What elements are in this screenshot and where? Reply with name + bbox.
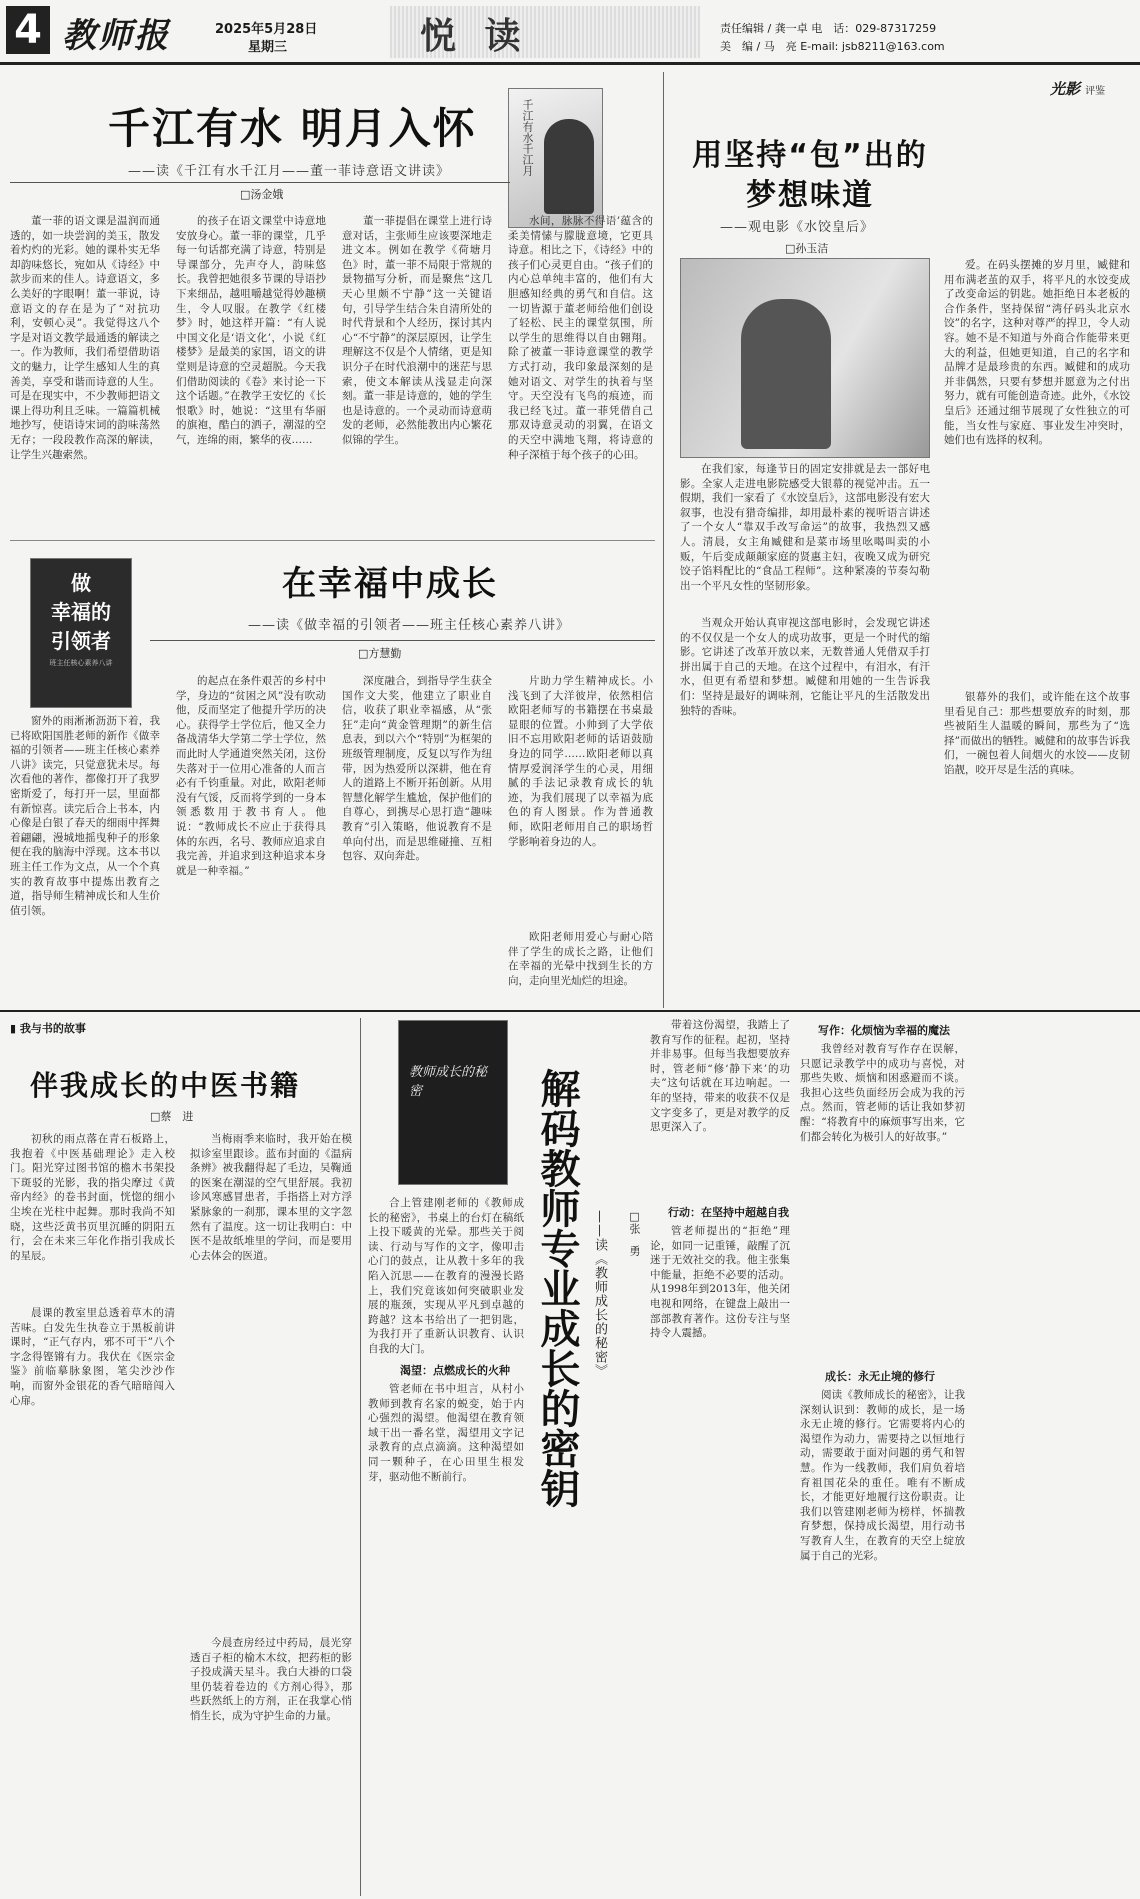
article4-col1: 初秋的雨点落在青石板路上，我抱着《中医基础理论》走入校门。阳光穿过图书馆的檐木书架投下斑驳的光影，我的指尖摩过《黄帝内经》的卷书封面，恍惚的细小尘埃在光柱中起舞。那时我尚不知晓，这些泛黄书页里沉睡的阴阳五行，会在未来三年化作指引我成长的星辰。 [10,1133,175,1262]
article5-author: □张 勇 [628,1210,641,1256]
badge-review: 评鉴 [1085,86,1106,97]
cover-word-2: 幸福的 [51,600,111,624]
article5-heading2: 行动：在坚持中超越自我 [668,1206,789,1219]
article5-heading4: 成长：永无止境的修行 [825,1370,935,1383]
masthead-divider [0,62,1140,65]
paper-name: 教师报 [62,16,170,56]
article4-author: □蔡 进 [150,1110,194,1123]
article5-book-cover [398,1020,508,1185]
article5-col3b: 阅读《教师成长的秘密》，让我深刻认识到：教师的成长，是一场永无止境的修行。它需要将内心的渴望作为动力，需要持之以恒地行动，需要敢于面对问题的勇气和智慧。作为一线教师，我们肩负着培育祖国花朵的重任。唯有不断成长，才能更好地履行这份职责。让我们以管建刚老师为榜样，怀揣教育梦想，保持成长渴望，用行动书写教育人生，在教育的天空上绽放属于自己的光彩。 [800,1389,965,1562]
book-cover-title: 千江有水千江月 [521,99,534,176]
article5-col1b: 管老师在书中坦言，从村小教师到教育名家的蜕变，始于内心强烈的渴望。他渴望在教育领域干出一番名堂，渴望用文字记录教育的点点滴滴。这种渴望如同一颗种子，在心田里生根发芽，驱动他不断前行。 [368,1383,524,1483]
article5-subtitle: ——读《教师成长的秘密》 [592,1210,607,1378]
article1-col3: 董一菲提倡在课堂上进行诗意对话，主张师生应该要深地走进文本。例如在教学《荷塘月色》时，董一菲不局限于常规的景物描写分析，而是聚焦“这几天心里颇不宁静”这一关键语句，引导学生结合朱自清所处的时代背景和个人经历，探讨其内心“不宁静”的深层原因，让学生理解这不仅是个人情绪，更是知识分子在时代浪潮中的迷茫与思索，使文本解读从浅显走向深刻。董一菲是诗意的，她的学生也是诗意的。一个灵动而诗意萌发的老师，必然能教出内心繁花似锦的学生。 [342,215,492,446]
still-figure [741,299,831,449]
article1-subtitle-line [10,182,510,183]
issue-date: 2025年5月28日 [215,22,318,37]
article3-top-line [10,540,655,541]
article1-col2: 的孩子在语文课堂中诗意地安放身心。董一菲的课堂，几乎每一句话都充满了诗意，特别是导课部分，先声夺人，韵味悠长。我曾把她很多节课的导语抄下来细品，越咀嚼越觉得妙趣横生，令人叹服。在教学《红楼梦》时，她这样开篇：“有人说中国文化是‘语文化’，小说《红楼梦》是最美的家国，语文的讲堂则是诗意的空灵超脱。今天我们借助阅读的《卷》来讨论一下这个话题。”在教学王安忆的《长恨歌》时，她说：“这里有华丽的旗袍，酷白的洒子，潮湿的空气，连绵的雨，繁华的夜…… [176,215,326,446]
book-cover-portrait [544,119,594,214]
article3-col4: 片助力学生精神成长。小浅飞到了大洋彼岸，依然相信欧阳老师写的书籍摆在书桌最显眼的位置。小帅到了大学依旧不忘用欧阳老师的话语鼓励身边的同学……欧阳老师以真情厚爱润泽学生的心灵，用细腻的手法记录教育成长的轨迹，为我们展现了以幸福为底色的育人图景。作为普通教师，欧阳老师用自己的职场哲学影响着身边的人。 [508,675,653,848]
lower-section-divider [0,1010,1140,1012]
article4-tag [10,1020,86,1036]
cover-subtitle: 班主任核心素养八讲 [49,659,113,667]
article5-title: 解码教师专业成长的密钥 [534,1068,580,1508]
article1-author: □汤金娥 [240,188,284,201]
article4-col1b: 晨课的教室里总透着草木的清苦味。白发先生执卷立于黑板前讲课时，“正气存内，邪不可干”八个字念得铿锵有力。我伏在《医宗金鉴》前临摹脉象图，笔尖沙沙作响，而窗外金银花的香气暗暗闯入心扉。 [10,1307,175,1407]
article1-col4: 水间，脉脉不得语’蕴含的柔美情愫与朦胧意境，它更具诗意。相比之下，《诗经》中的孩子们心灵更自由。“孩子们的内心总单纯丰富的，他们有大胆感知经典的勇气和自信。这一切皆源于董老师给他们创设了轻松、民主的课堂氛围，所以学生的思维得以自由翱翔。除了被董一菲诗意课堂的教学方式打动，我印象最深刻的是她对语文、对学生的执着与坚守。天空没有飞鸟的痕迹，而我已经飞过。董一菲凭借自己那双诗意灵动的羽翼，在语文的天空中满地飞翔，将诗意的种子深植于每个孩子的心田。 [508,215,653,461]
article3-col3: 深度融合，到指导学生获全国作文大奖，他建立了职业自信，收获了职业幸福感，从“张狂”走向“黄金管理期”的新生信息表，到以六个“特别”为框架的班级管理制度，反复以写作为纽带，因为热爱所以深耕，他在育人的道路上不断开拓创新。从用智慧化解学生尴尬，保护他们的自尊心，到携尽心思打造“趣味教育”引入策略，他说教育不是单向付出，而是思维碰撞、互相包容、双向奔赴。 [342,675,492,863]
editor-info: 责任编辑 / 龚一卓 电 话：029-87317259 [720,22,937,35]
article1-title: 千江有水 明月入怀 [108,104,477,153]
article2-col3: 当观众开始认真审视这部电影时，会发现它讲述的不仅仅是一个女人的成功故事，更是一个时代的缩影。它讲述了改革开放以来，无数普通人凭借双手打拼出属于自己的天地。在这个过程中，有泪水，有汗水，但更有希望和梦想。臧健和用她的一生告诉我们：坚持是最好的调味剂，它能让平凡的生活散发出独特的香味。 [680,617,930,717]
article2-film-still [680,258,930,458]
article2-title: 用坚持“包”出的梦想味道 [692,138,928,213]
article3-subtitle: ——读《做幸福的引领者——班主任核心素养八讲》 [248,618,571,633]
article4-col2b: 今晨查房经过中药局，晨光穿透百子柜的榆木木纹，把药柜的影子投成满天星斗。我白大褂的口袋里仍装着卷边的《方剂心得》，那些跃然纸上的方剂，正在我掌心悄悄生长，成为守护生命的力量。 [190,1637,352,1722]
article3-col2: 的起点在条件艰苦的乡村中学，身边的“贫困之风”没有吹动他，反而坚定了他提升学历的决心。获得学士学位后，他又全力备战清华大学第二学士学位，然而此时人学通道突然关闭，这份失落对于一位用心准备的人而言必有千钧重量。对此，欧阳老师没有气馁，反而将学到的一身本领悉数用于教书育人。他说：“教师成长不应止于获得具体的东西，名号、教师应追求自我完善，并追求到这种追求本身就是一种幸福。” [176,675,326,877]
column-divider-upper [663,72,664,1008]
article5-col2: 带着这份渴望，我踏上了教育写作的征程。起初，坚持并非易事。但每当我想要放弃时，管老师“修‘静下来’的功夫”这句话就在耳边响起。一年的坚持，带来的收获不仅是文字变多了，更是对教学的反思更深入了。 [650,1019,790,1134]
design-info: 美 编 / 马 亮 E-mail: jsb8211@163.com [720,40,945,53]
article5-col1: 合上管建刚老师的《教师成长的秘密》，书桌上的台灯在稿纸上投下暖黄的光晕。那些关于阅读、行动与写作的文字，像叩击心门的鼓点，让从教十多年的我陷入沉思——在教育的漫漫长路上，我们究竟该如何突破职业发展的瓶颈，实现从平凡到卓越的跨越？这本书给出了一把钥匙，为我打开了重新认识教育、认识自我的大门。 [368,1197,524,1355]
article2-col1: 在我们家，每逢节日的固定安排就是去一部好电影。全家人走进电影院感受大银幕的视觉冲击。五一假期，我们一家看了《水饺皇后》，这部电影没有宏大叙事，也没有猎奇编排，却用最朴素的视听语言讲述了一个女人“靠双手改写命运”的故事，我热烈又感人。清晨，女主角臧健和是菜市场里吆喝叫卖的小贩，午后变成颠颠家庭的贤惠主妇，夜晚又成为研究饺子馅料配比的“食品工程师”。这种紧凑的节奏勾勒出一个平凡女性的坚韧形象。 [680,463,930,592]
article5-heading1: 渴望：点燃成长的火种 [400,1364,510,1377]
article2-author: □孙玉洁 [785,242,829,255]
article1-col1: 董一菲的语文课是温润而通透的，如一块尝润的美玉，散发着灼灼的光彩。她的课朴实无华却韵味悠长，宛如从《诗经》中款步而来的佳人。诗意语文，多么美好的字眼啊！董一菲说，诗意语文的存在是为了“对抗功利，安顿心灵”。我觉得这八个字是对语文教学最通透的解读之一。作为教师，我们希望借助语文的魅力，让学生感知人生的真善美，享受和谐而诗意的人生。可是在现实中，不少教师把语文课上得功利且乏味。一篇篇机械地抄写，使语诗宋词的韵味荡然无存；一段段教作高深的解读，让学生兴趣索然。 [10,215,160,461]
issue-weekday: 星期三 [248,40,288,55]
article2-subtitle: ——观电影《水饺皇后》 [720,220,875,235]
article3-subtitle-line [150,640,655,641]
section-name: 悦 读 [420,15,529,57]
article4-tag-label: 我与书的故事 [19,1022,86,1035]
column-divider-lower [360,1018,361,1896]
article3-title: 在幸福中成长 [282,564,498,604]
article2-col4: 银幕外的我们，或许能在这个故事里看见自己：那些想要放弃的时刻，那些被陌生人温暖的瞬间，那些为了“选择”而做出的牺牲。臧健和的故事告诉我们，一碗包着人间烟火的水饺——皮韧馅靓，咬开尽是生活的真味。 [944,691,1130,776]
cover-word-3: 引领者 [51,629,111,653]
article4-col2: 当梅雨季来临时，我开始在模拟诊室里跟诊。蓝布封面的《温病条辨》被我翻得起了毛边，吴鞠通的医案在潮湿的空气里舒展。我初诊风寒感冒患者，手指搭上对方浮紧脉象的一刹那，课本里的文字忽然有了温度。这一切让我明白：中医不是故纸堆里的学问，而是要用心去体会的医道。 [190,1133,352,1262]
article3-col4-end: 欧阳老师用爱心与耐心陪伴了学生的成长之路，让他们在幸福的光晕中找到生长的方向，走向里光灿烂的坦途。 [508,931,653,987]
badge-light: 光影 [1050,80,1081,98]
page-number: 4 [6,6,50,54]
cover-word-1: 做 [71,571,91,595]
article4-title: 伴我成长的中医书籍 [30,1069,301,1102]
article5-col2b: 管老师提出的“拒绝”理论，如同一记重锤，敲醒了沉迷于无效社交的我。他主张集中能量，拒绝不必要的活动。从1998年到2013年，他关闭电视和网络，在键盘上敲出一部部教育著作。这份专注与坚持令人震撼。 [650,1225,790,1340]
article3-book-cover [30,558,132,708]
article1-book-cover [508,88,603,228]
article3-col1: 窗外的雨淅淅沥沥下着，我已将欧阳国胜老师的新作《做幸福的引领者——班主任核心素养八讲》读完，只觉意犹未尽。每次看他的著作，都像打开了我罗密斯爱了，每打开一层，里面都有新惊喜。读完后合上书本，内心像是白银了春天的细雨中挥舞着翩翩，漫城地摇曳种子的形象便在我的脑海中浮现。这本书以班主任工作为文点，从一个个真实的教育故事中提炼出教育之道，指导师生精神成长和人生价值引领。 [10,715,160,917]
article5-col3: 我曾经对教育写作存在误解，只愿记录教学中的成功与喜悦，对那些失败、烦恼和困惑避而不谈。我担心这些负面经历会成为我的污点。然而，管老师的话让我如梦初醒：“将教育中的麻烦事写出来，它们都会转化为极引人的好故事。” [800,1043,965,1143]
book-icon: ▮ [10,1022,17,1035]
film-review-badge [1050,78,1125,118]
cover-title: 教师成长的秘密 [409,1065,488,1099]
article5-heading3: 写作：化烦恼为幸福的魔法 [818,1024,950,1037]
article2-col2: 爱。在码头摆摊的岁月里，臧健和用布满老茧的双手，将平凡的水饺变成了改变命运的钥匙。她拒绝日本老板的合作条件，坚持保留“湾仔码头北京水饺”的名字，这种对尊严的捍卫，令人动容。她不是不知道与外商合作能带来更大的利益，但她更知道，自己的名字和品牌才是最珍贵的东西。臧健和的成功并非偶然，只要有梦想并愿意为之付出努力，就有可能创造奇迹。此外，《水饺皇后》还通过细节展现了女性独立的可能，当女性与家庭、事业发生冲突时，她们也有选择的权利。 [944,259,1130,447]
article3-author: □方慧勤 [358,647,402,660]
article1-subtitle: ——读《千江有水千江月——董一菲诗意语文讲读》 [128,164,451,179]
